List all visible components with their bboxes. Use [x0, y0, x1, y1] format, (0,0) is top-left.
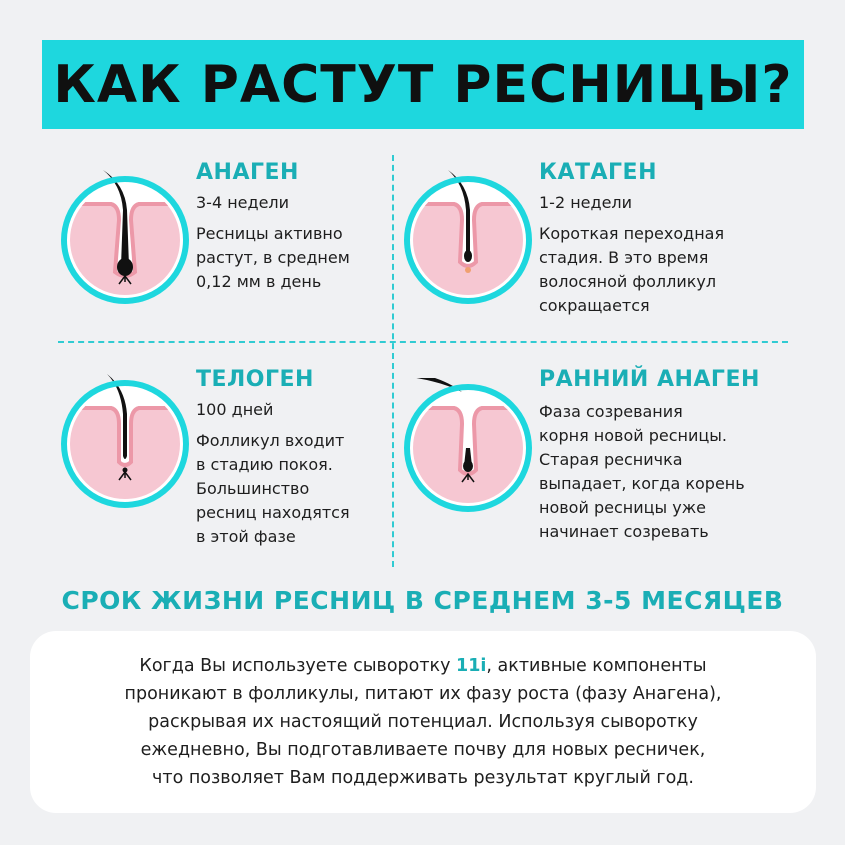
vertical-divider: [392, 155, 394, 567]
stage-early-anagen-description: Фаза созревания корня новой ресницы. Старая ресничка выпадает, когда корень новой ресницы уже начинает созревать: [539, 402, 745, 541]
page-title: КАК РАСТУТ РЕСНИЦЫ?: [53, 54, 793, 115]
telogen-follicle-icon: [55, 374, 195, 514]
stage-anagen-description: Ресницы активно растут, в среднем 0,12 мм в день: [196, 224, 350, 291]
lifespan-heading: СРОК ЖИЗНИ РЕСНИЦ В СРЕДНЕМ 3-5 МЕСЯЦЕВ: [61, 586, 784, 615]
stage-telogen: [196, 367, 350, 549]
stage-anagen-duration: 3-4 недели: [196, 193, 290, 212]
info-line-1: Когда Вы используете сыворотку 11i, активные компоненты: [139, 656, 707, 676]
stage-anagen: [196, 160, 350, 294]
stage-catagen-description: Короткая переходная стадия. В это время волосяной фолликул сокращается: [539, 224, 725, 315]
stage-early-anagen: [539, 367, 760, 544]
stage-catagen-duration: 1-2 недели: [539, 193, 633, 212]
horizontal-divider: [58, 341, 788, 343]
info-line-4: ежедневно, Вы подготавливаете почву для новых ресничек,: [140, 740, 706, 760]
info-box: [30, 631, 816, 813]
anagen-follicle-icon: [55, 170, 195, 310]
stage-catagen: [539, 160, 724, 318]
info-line-2: проникают в фолликулы, питают их фазу роста (фазу Анагена),: [124, 684, 722, 704]
info-line-3: раскрывая их настоящий потенциал. Используя сыворотку: [148, 712, 698, 732]
stage-telogen-title: ТЕЛОГЕН: [196, 367, 314, 392]
stage-telogen-duration: 100 дней: [196, 400, 274, 419]
brand-name: 11i: [456, 656, 487, 676]
title-banner: [42, 40, 804, 129]
catagen-follicle-icon: [398, 170, 538, 310]
stage-early-anagen-title: РАННИЙ АНАГЕН: [539, 367, 760, 392]
early-anagen-follicle-icon: [398, 378, 538, 518]
stage-catagen-title: КАТАГЕН: [539, 160, 658, 185]
info-line-5: что позволяет Вам поддерживать результат круглый год.: [152, 768, 694, 788]
stage-anagen-title: АНАГЕН: [196, 160, 299, 185]
stage-telogen-description: Фолликул входит в стадию покоя. Большинство ресниц находятся в этой фазе: [196, 431, 350, 546]
